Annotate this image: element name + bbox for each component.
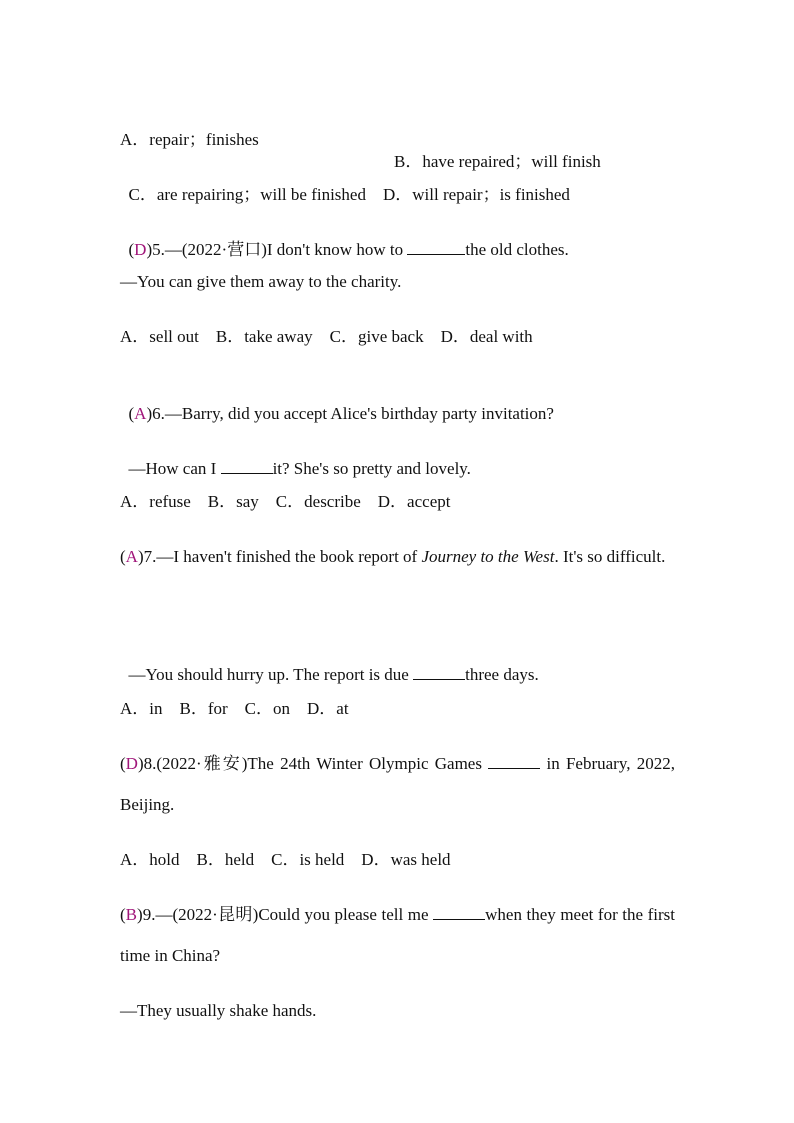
question-9-reply: —They usually shake hands. [120, 1001, 317, 1020]
question-7: (A)7.—I haven't finished the book report of Journey to the West. It's so difficult. [120, 547, 666, 566]
answer-blank [433, 905, 485, 920]
question-5: (D)5.—(2022·营口)I don't know how to the old clothes. [128, 240, 569, 259]
option-a: A．repair；finishes [120, 130, 259, 149]
answer-key: B [125, 905, 138, 924]
question-6: (A)6.—Barry, did you accept Alice's birthday party invitation? [128, 404, 554, 423]
question-4-options-row2 [120, 162, 570, 206]
answer-key: A [134, 404, 147, 423]
question-6-reply [120, 436, 471, 480]
question-8: (D)8.(2022·雅安)The 24th Winter Olympic Games in February, 2022, Beijing. [120, 754, 675, 814]
question-9: (B)9.—(2022·昆明)Could you please tell me when they meet for the first time in China? [120, 905, 675, 965]
answer-blank [413, 665, 465, 680]
question-5-options: A．sell out B．take away C．give back D．deal with [120, 327, 533, 346]
question-text: 6.—Barry, did you accept Alice's birthday party invitation? [152, 404, 554, 423]
reply-text-end: three days. [465, 665, 539, 684]
question-text-end: when they meet for the first time in China? [120, 905, 675, 965]
option-c: C．are repairing；will be finished [128, 185, 366, 204]
option-b: B．have repaired；will finish [394, 152, 601, 171]
answer-blank [407, 240, 465, 255]
question-text: 5.—(2022·营口)I don't know how to [152, 240, 408, 259]
reply-text: —You should hurry up. The report is due [128, 665, 414, 684]
question-text-end: . It's so difficult. [554, 547, 666, 566]
answer-blank [488, 754, 540, 769]
question-7-reply [120, 642, 539, 686]
answer-key: D [134, 240, 147, 259]
option-d: D．will repair；is finished [382, 185, 570, 204]
question-7-options: A．in B．for C．on D．at [120, 699, 349, 718]
book-title: Journey to the West [421, 547, 555, 566]
question-5-reply: —You can give them away to the charity. [120, 272, 402, 291]
reply-text: —How can I [128, 459, 221, 478]
question-text: 7.—I haven't finished the book report of [143, 547, 422, 566]
answer-key: A [125, 547, 138, 566]
answer-blank [221, 459, 273, 474]
question-text-end: in February, 2022, Beijing. [120, 754, 675, 814]
question-text: 9.—(2022·昆明)Could you please tell me [142, 905, 434, 924]
answer-key: D [125, 754, 138, 773]
question-8-options: A．hold B．held C．is held D．was held [120, 850, 451, 869]
question-text: 8.(2022·雅安)The 24th Winter Olympic Games [143, 754, 489, 773]
question-text-end: the old clothes. [465, 240, 569, 259]
question-6-options: A．refuse B．say C．describe D．accept [120, 492, 451, 511]
reply-text-end: it? She's so pretty and lovely. [272, 459, 471, 478]
